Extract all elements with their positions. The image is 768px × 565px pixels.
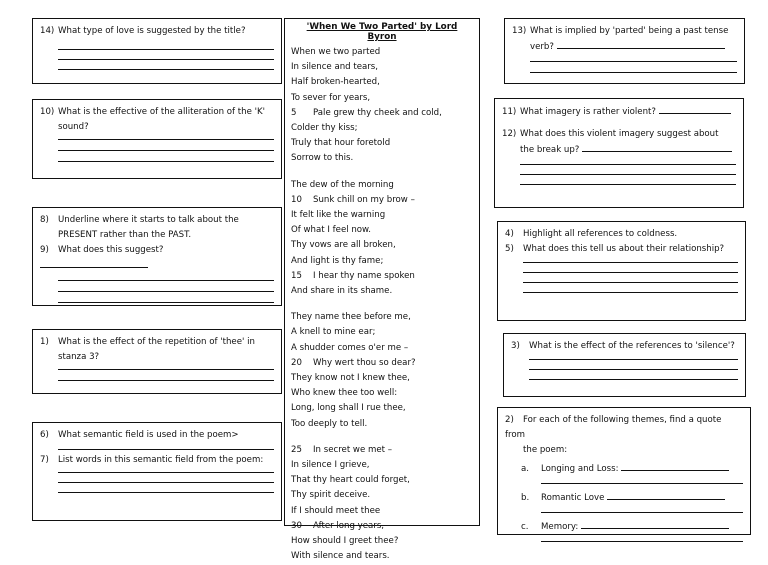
poem-line-text: Truly that hour foretold — [291, 138, 391, 149]
answer-line[interactable] — [582, 142, 732, 152]
question-text: For each of the following themes, find a quote from — [505, 415, 722, 440]
poem-line — [291, 356, 473, 371]
question-number: 11) — [502, 107, 517, 117]
answer-line[interactable] — [520, 164, 736, 165]
line-number: 30 — [291, 520, 302, 531]
stanza-break — [291, 299, 473, 310]
poem-line — [291, 386, 473, 401]
poem-line — [291, 549, 473, 564]
answer-line[interactable] — [520, 184, 736, 185]
poem-line — [291, 401, 473, 416]
poem-line-text: Why wert thou so dear? — [313, 357, 416, 368]
answer-line[interactable] — [529, 369, 738, 370]
question-box-13 — [504, 18, 745, 84]
poem-line-text: Too deeply to tell. — [291, 418, 368, 429]
answer-line[interactable] — [58, 291, 274, 292]
theme-label: Memory: — [541, 522, 579, 532]
question-text: What imagery is rather violent? — [520, 107, 656, 117]
answer-line[interactable] — [541, 512, 743, 513]
question-number: 4) — [505, 229, 514, 239]
question-text: What is the effect of the references to 'silence'? — [529, 341, 735, 351]
poem-line — [291, 60, 473, 75]
theme-item-memory — [505, 519, 743, 535]
answer-line[interactable] — [58, 139, 274, 140]
answer-line[interactable] — [557, 39, 725, 49]
answer-line[interactable] — [58, 280, 274, 281]
poem-line — [291, 121, 473, 136]
question-number: 1) — [40, 337, 49, 347]
poem-line — [291, 371, 473, 386]
poem-line-text: Of what I feel now. — [291, 225, 372, 236]
theme-item-longing — [505, 461, 743, 477]
poem-lines — [291, 45, 473, 565]
poem-line-text: They know not I knew thee, — [291, 373, 410, 384]
line-number: 20 — [291, 357, 302, 368]
question-text: What does this violent imagery suggest about — [520, 129, 719, 139]
question-text: What type of love is suggested by the title? — [58, 26, 246, 36]
answer-line[interactable] — [520, 174, 736, 175]
stanza-break — [291, 167, 473, 178]
theme-letter: c. — [521, 522, 529, 532]
poem-line — [291, 519, 473, 534]
question-text: What is the effective of the alliteration of the 'K' — [58, 107, 265, 117]
poem-line-text: Who knew thee too well: — [291, 388, 398, 399]
answer-line[interactable] — [58, 380, 274, 381]
answer-line[interactable] — [58, 69, 274, 70]
question-number: 9) — [40, 245, 49, 255]
poem-line — [291, 341, 473, 356]
poem-line — [291, 417, 473, 432]
poem-title: 'When We Two Parted' by Lord Byron — [306, 22, 458, 42]
poem-line — [291, 284, 473, 299]
question-text: What semantic field is used in the poem> — [58, 430, 239, 440]
poem-line — [291, 178, 473, 193]
answer-line[interactable] — [523, 282, 738, 283]
answer-line[interactable] — [58, 369, 274, 370]
poem-line-text: And share in its shame. — [291, 286, 393, 297]
theme-letter: a. — [521, 464, 529, 474]
theme-item-romantic-love — [505, 490, 743, 506]
question-number: 6) — [40, 430, 49, 440]
poem-line-text: That thy heart could forget, — [291, 475, 410, 486]
poem-line-text: They name thee before me, — [291, 312, 411, 323]
question-text: What does this tell us about their relationship? — [523, 244, 725, 254]
poem-line — [291, 254, 473, 269]
poem-line-text: When we two parted — [291, 47, 381, 57]
answer-line[interactable] — [523, 262, 738, 263]
poem-line-text: Half broken-hearted, — [291, 77, 380, 88]
answer-line[interactable] — [621, 461, 729, 471]
poem-line-text: A shudder comes o'er me – — [291, 342, 409, 353]
poem-line-text: The dew of the morning — [291, 179, 394, 190]
answer-line[interactable] — [530, 61, 737, 62]
answer-line[interactable] — [541, 541, 743, 542]
poem-line — [291, 208, 473, 223]
question-text-cont: the poem: — [523, 445, 568, 455]
answer-line[interactable] — [581, 519, 729, 529]
poem-line — [291, 238, 473, 253]
answer-line[interactable] — [58, 492, 274, 493]
poem-line-text: It felt like the warning — [291, 210, 386, 221]
question-number: 5) — [505, 244, 514, 254]
poem-line — [291, 458, 473, 473]
question-text-cont: stanza 3? — [58, 352, 100, 362]
question-number: 10) — [40, 107, 55, 117]
answer-line[interactable] — [58, 49, 274, 50]
question-text: What does this suggest? — [58, 245, 164, 255]
question-text-cont: verb? — [530, 42, 554, 52]
poem-panel — [284, 18, 480, 562]
poem-line — [291, 91, 473, 106]
poem-line — [291, 45, 473, 60]
poem-line — [291, 106, 473, 121]
poem-line-text: In secret we met – — [313, 444, 393, 455]
question-number: 14) — [40, 26, 55, 36]
answer-line[interactable] — [607, 490, 725, 500]
question-number: 7) — [40, 455, 49, 465]
line-number: 5 — [291, 107, 297, 118]
poem-line-text: And light is thy fame; — [291, 255, 384, 266]
answer-line[interactable] — [58, 59, 274, 60]
question-text-cont: the break up? — [520, 145, 580, 155]
question-text: Highlight all references to coldness. — [523, 229, 678, 239]
poem-line — [291, 193, 473, 208]
question-box-2 — [497, 407, 751, 535]
poem-line-text: Sorrow to this. — [291, 153, 354, 164]
poem-line-text: With silence and tears. — [291, 551, 390, 562]
question-number: 13) — [512, 26, 527, 36]
poem-line-text: Pale grew thy cheek and cold, — [313, 107, 442, 118]
question-text: What is the effect of the repetition of 'thee' in — [58, 337, 255, 347]
poem-line-text: In silence and tears, — [291, 62, 379, 73]
poem-line — [291, 534, 473, 549]
poem-line-text: Sunk chill on my brow – — [313, 194, 415, 205]
question-text: List words in this semantic field from the poem: — [58, 455, 264, 465]
question-number: 12) — [502, 129, 517, 139]
question-box-10 — [32, 99, 282, 179]
answer-line[interactable] — [523, 272, 738, 273]
answer-line[interactable] — [58, 302, 274, 303]
theme-label: Longing and Loss: — [541, 464, 619, 474]
stanza-break — [291, 432, 473, 443]
question-number: 3) — [511, 341, 520, 351]
poem-line — [291, 310, 473, 325]
poem-line — [291, 325, 473, 340]
poem-line-text: After long years, — [313, 520, 385, 531]
poem-line — [291, 223, 473, 238]
poem-line — [291, 473, 473, 488]
answer-line[interactable] — [58, 472, 274, 473]
question-number: 2) — [505, 415, 514, 425]
poem-line-text: A knell to mine ear; — [291, 327, 376, 338]
answer-line[interactable] — [58, 482, 274, 483]
answer-line[interactable] — [530, 72, 737, 73]
theme-label: Romantic Love — [541, 493, 605, 503]
line-number: 25 — [291, 444, 302, 455]
question-box-1 — [32, 329, 282, 394]
answer-line[interactable] — [58, 150, 274, 151]
poem-line-text: Long, long shall I rue thee, — [291, 403, 406, 414]
poem-line-text: I hear thy name spoken — [313, 270, 415, 281]
poem-line — [291, 75, 473, 90]
poem-line-text: In silence I grieve, — [291, 460, 370, 471]
poem-line-text: Colder thy kiss; — [291, 123, 358, 134]
question-text: Underline where it starts to talk about the — [58, 215, 239, 225]
poem-line-text: Thy vows are all broken, — [291, 240, 396, 251]
poem-line — [291, 443, 473, 458]
answer-line[interactable] — [541, 483, 743, 484]
poem-line — [291, 504, 473, 519]
answer-line[interactable] — [58, 161, 274, 162]
question-text: What is implied by 'parted' being a past tense — [530, 26, 729, 36]
poem-line — [291, 151, 473, 166]
answer-line[interactable] — [529, 359, 738, 360]
question-box-8-9 — [32, 207, 282, 306]
question-text-cont: PRESENT rather than the PAST. — [58, 230, 192, 240]
question-box-11-12 — [494, 98, 744, 208]
question-box-6-7 — [32, 422, 282, 521]
poem-line — [291, 269, 473, 284]
question-box-3 — [503, 333, 746, 397]
question-box-14 — [32, 18, 282, 84]
line-number: 10 — [291, 194, 302, 205]
poem-line-text: How should I greet thee? — [291, 536, 399, 547]
poem-line-text: If I should meet thee — [291, 505, 381, 516]
answer-line[interactable] — [659, 104, 731, 114]
answer-line[interactable] — [58, 449, 274, 450]
line-number: 15 — [291, 270, 302, 281]
answer-line[interactable] — [40, 258, 148, 268]
answer-line[interactable] — [523, 292, 738, 293]
question-box-4-5 — [497, 221, 746, 321]
question-number: 8) — [40, 215, 49, 225]
theme-letter: b. — [521, 493, 530, 503]
answer-line[interactable] — [529, 379, 738, 380]
poem-line-text: Thy spirit deceive. — [291, 490, 371, 501]
poem-line — [291, 488, 473, 503]
poem-line-text: To sever for years, — [291, 92, 371, 103]
poem-line — [291, 136, 473, 151]
question-text-cont: sound? — [58, 122, 89, 132]
